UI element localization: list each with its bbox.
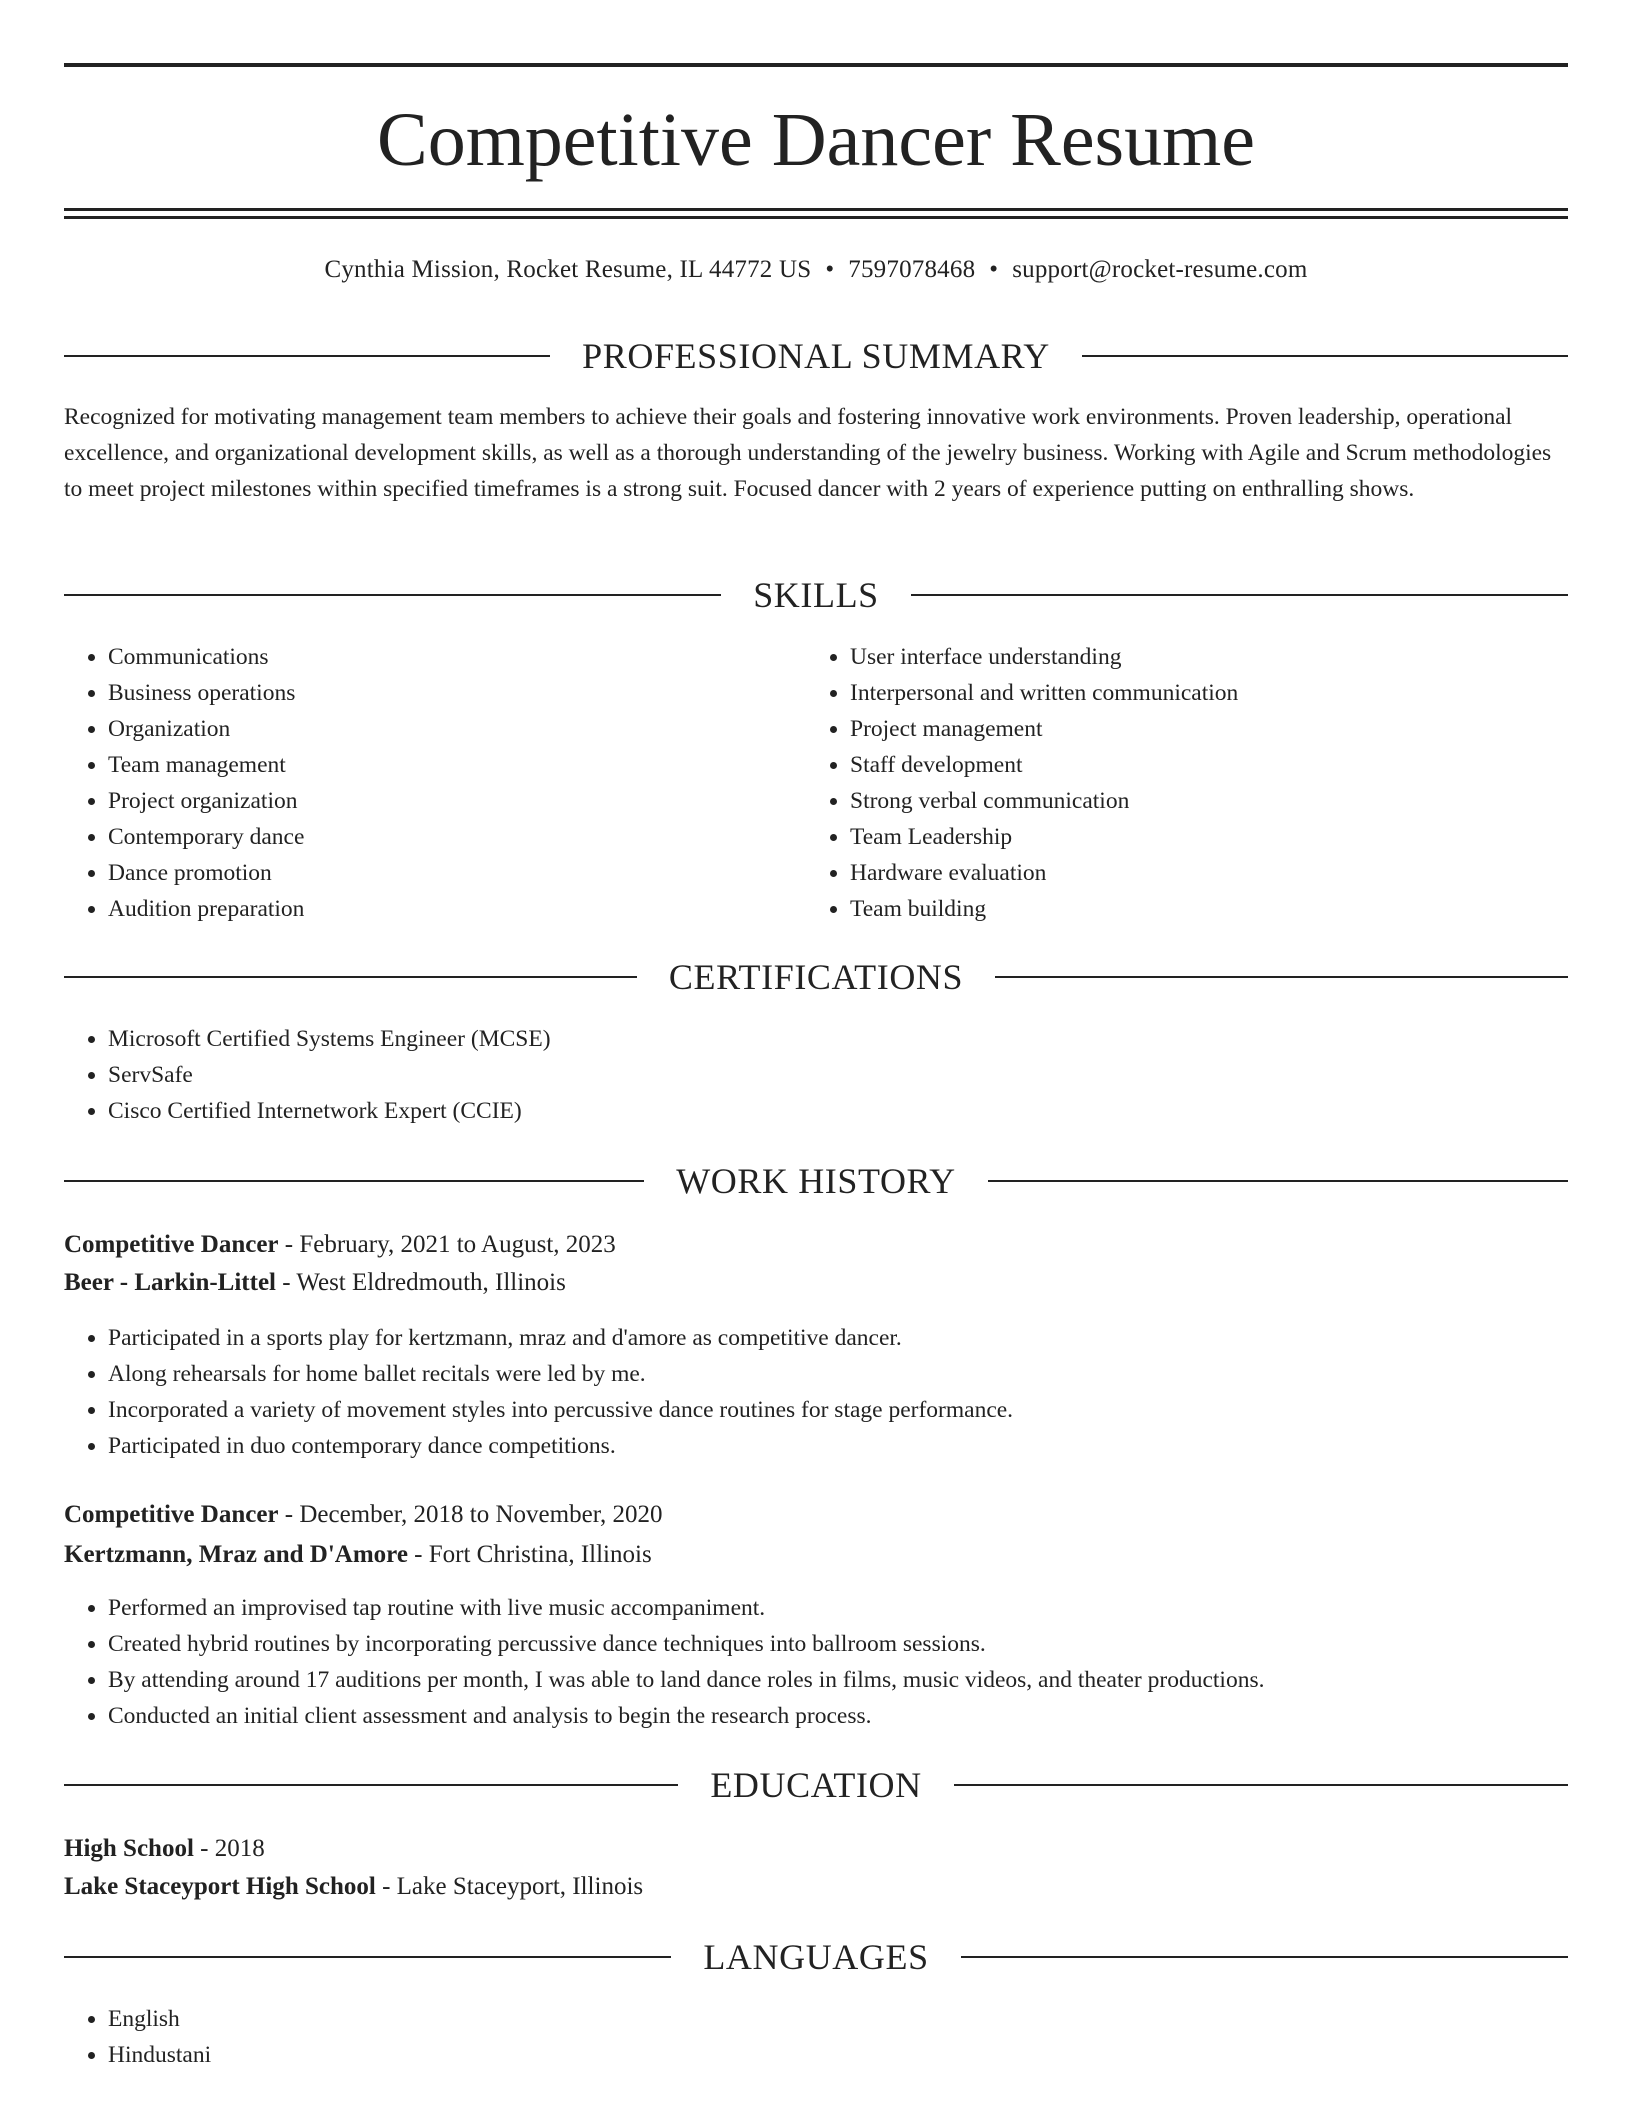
skills-list-left [64, 639, 808, 927]
skill-item: • Business operations [108, 675, 808, 711]
section-title: EDUCATION [710, 1765, 922, 1805]
top-rule [64, 63, 1568, 67]
contact-address: Cynthia Mission, Rocket Resume, IL 44772 US [324, 256, 812, 283]
skill-item: • Interpersonal and written communication [850, 675, 1610, 711]
job-company-line [64, 1265, 1568, 1301]
section-rule [911, 594, 1568, 596]
job-company-line [64, 1537, 1568, 1573]
skill-item: • Team building [850, 891, 1610, 927]
job-bullet: • Along rehearsals for home ballet recitals were led by me. [108, 1356, 1568, 1392]
skill-item: • Communications [108, 639, 808, 675]
certification-item: • Cisco Certified Internetwork Expert (CCIE) [108, 1093, 1568, 1129]
job-bullet: • Created hybrid routines by incorporating percussive dance techniques into ballroom sessions. [108, 1626, 1568, 1662]
skill-item: • Project management [850, 711, 1610, 747]
education-location: - Lake Staceyport, Illinois [375, 1873, 644, 1900]
skills-list-right [806, 639, 1610, 927]
section-rule [988, 1180, 1568, 1182]
summary-text: Recognized for motivating management team members to achieve their goals and fostering innovative work environments. Proven leadership, operational excellence, and organizational development skills, as well as a thorough understanding of the jewelry business. Working with Agile and Scrum methodologies to meet project milestones within specified timeframes is a strong suit. Focused dancer with 2 years of experience putting on enthralling shows. [64, 404, 1552, 502]
job-company: Beer - Larkin-Littel [64, 1269, 276, 1296]
languages-list [64, 2001, 1568, 2073]
section-header-education [64, 1763, 1568, 1807]
section-rule [64, 976, 637, 978]
education-degree: High School [64, 1835, 194, 1862]
certifications-list [64, 1021, 1568, 1129]
job-location: - West Eldredmouth, Illinois [276, 1269, 566, 1296]
section-title: PROFESSIONAL SUMMARY [582, 336, 1050, 376]
certification-item: • Microsoft Certified Systems Engineer (MCSE) [108, 1021, 1568, 1057]
title-rule-lower [64, 216, 1568, 219]
job-bullet: • Participated in a sports play for kertzmann, mraz and d'amore as competitive dancer. [108, 1320, 1568, 1356]
section-title: SKILLS [753, 575, 879, 615]
job-bullet: • Conducted an initial client assessment and analysis to begin the research process. [108, 1698, 1568, 1734]
job-title-line [64, 1227, 1568, 1263]
contact-phone: 7597078468 [848, 256, 976, 283]
section-header-languages [64, 1935, 1568, 1979]
section-rule [64, 594, 721, 596]
language-item: • Hindustani [108, 2037, 1568, 2073]
section-rule [954, 1784, 1568, 1786]
section-header-summary [64, 334, 1568, 378]
title-rule-upper [64, 208, 1568, 211]
section-rule [64, 1180, 644, 1182]
section-header-certifications [64, 955, 1568, 999]
certification-item: • ServSafe [108, 1057, 1568, 1093]
section-header-work [64, 1159, 1568, 1203]
skill-item: • User interface understanding [850, 639, 1610, 675]
skill-item: • Audition preparation [108, 891, 808, 927]
section-rule [961, 1956, 1568, 1958]
skill-item: • Team Leadership [850, 819, 1610, 855]
language-item: • English [108, 2001, 1568, 2037]
job-bullets [64, 1590, 1568, 1734]
skill-item: • Organization [108, 711, 808, 747]
section-rule [995, 976, 1568, 978]
skill-item: • Team management [108, 747, 808, 783]
section-title: WORK HISTORY [676, 1161, 956, 1201]
education-school: Lake Staceyport High School [64, 1873, 376, 1900]
resume-title: Competitive Dancer Resume [377, 98, 1255, 182]
skill-item: • Staff development [850, 747, 1610, 783]
education-degree-line [64, 1831, 1568, 1867]
section-rule [64, 1784, 678, 1786]
section-header-skills [64, 573, 1568, 617]
skill-item: • Strong verbal communication [850, 783, 1610, 819]
contact-line [64, 255, 1568, 285]
job-bullet: • By attending around 17 auditions per month, I was able to land dance roles in films, music videos, and theater productions. [108, 1662, 1568, 1698]
contact-separator: • [825, 256, 835, 283]
job-role: Competitive Dancer [64, 1231, 279, 1258]
job-location: - Fort Christina, Illinois [407, 1541, 652, 1568]
section-rule [64, 1956, 671, 1958]
skill-item: • Project organization [108, 783, 808, 819]
job-bullet: • Incorporated a variety of movement styles into percussive dance routines for stage performance. [108, 1392, 1568, 1428]
job-bullet: • Performed an improvised tap routine with live music accompaniment. [108, 1590, 1568, 1626]
section-rule [64, 355, 550, 357]
skill-item: • Hardware evaluation [850, 855, 1610, 891]
skill-item: • Contemporary dance [108, 819, 808, 855]
section-title: CERTIFICATIONS [668, 957, 964, 997]
contact-email: support@rocket-resume.com [1012, 256, 1308, 283]
education-year: - 2018 [193, 1835, 265, 1862]
job-bullet: • Participated in duo contemporary dance competitions. [108, 1428, 1568, 1464]
section-rule [1082, 355, 1568, 357]
skill-item: • Dance promotion [108, 855, 808, 891]
education-school-line [64, 1869, 1568, 1905]
contact-separator: • [989, 256, 999, 283]
job-title-line [64, 1497, 1568, 1533]
job-bullets [64, 1320, 1568, 1464]
job-dates: - December, 2018 to November, 2020 [278, 1501, 663, 1528]
job-company: Kertzmann, Mraz and D'Amore [64, 1541, 408, 1568]
job-dates: - February, 2021 to August, 2023 [278, 1231, 616, 1258]
job-role: Competitive Dancer [64, 1501, 279, 1528]
section-title: LANGUAGES [703, 1937, 929, 1977]
